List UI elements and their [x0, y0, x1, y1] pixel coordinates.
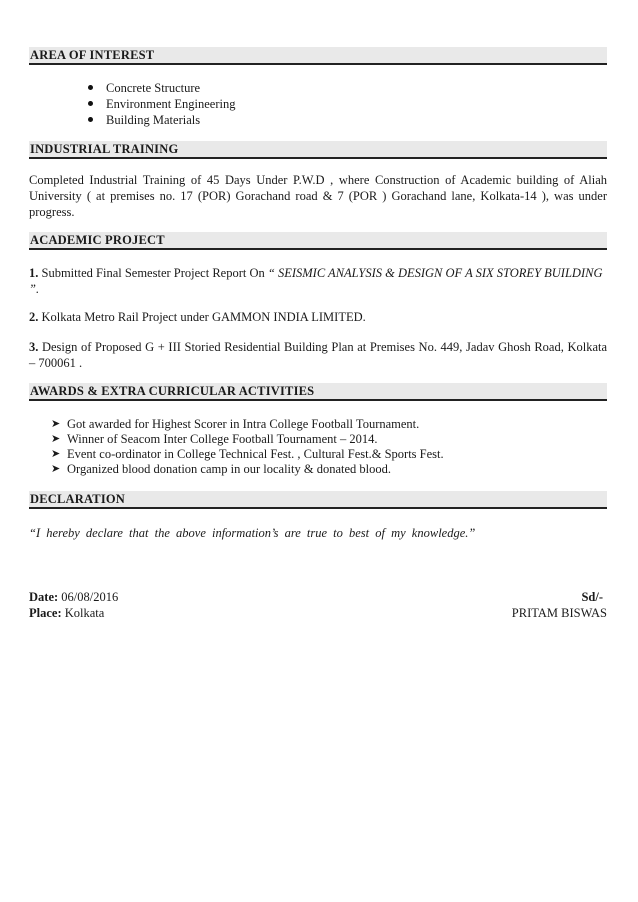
section-header-industrial-training: [29, 141, 607, 159]
date-line: [29, 589, 329, 605]
section-title: AREA OF INTEREST: [30, 48, 155, 62]
bullet-icon: [88, 85, 93, 90]
signature-label: Sd/-: [581, 590, 603, 604]
project-text: Kolkata Metro Rail Project under GAMMON INDIA LIMITED.: [41, 310, 366, 324]
project-number: 3.: [29, 340, 39, 354]
declaration-text: “I hereby declare that the above information’s are true to best of my knowledge.”: [29, 526, 476, 540]
bullet-icon: [88, 117, 93, 122]
date-value: 06/08/2016: [61, 590, 119, 604]
arrow-bullet-icon: ➤: [51, 448, 61, 460]
project-item-2: [29, 309, 607, 325]
place-line: [29, 605, 329, 621]
section-title: AWARDS & EXTRA CURRICULAR ACTIVITIES: [30, 384, 315, 398]
list-item: ➤ Event co-ordinator in College Technical Fest. , Cultural Fest.& Sports Fest.: [51, 447, 444, 461]
arrow-bullet-icon: ➤: [51, 433, 61, 445]
project-text: Submitted Final Semester Project Report On: [41, 266, 268, 280]
list-item: ➤ Winner of Seacom Inter College Football Tournament – 2014.: [51, 432, 378, 446]
project-number: 1.: [29, 266, 39, 280]
date-label: Date:: [29, 590, 59, 604]
bullet-icon: [88, 101, 93, 106]
list-item: ➤ Got awarded for Highest Scorer in Intra College Football Tournament.: [51, 417, 420, 431]
section-header-academic-project: [29, 232, 607, 250]
project-item-1: [29, 265, 607, 297]
project-title: “ SEISMIC ANALYSIS & DESIGN OF A SIX STOREY BUILDING ”.: [29, 266, 603, 296]
list-item: Concrete Structure: [88, 80, 235, 96]
project-item-3: [29, 339, 607, 371]
section-title: ACADEMIC PROJECT: [30, 233, 165, 247]
list-item: Building Materials: [88, 112, 235, 128]
list-item: ➤ Organized blood donation camp in our locality & donated blood.: [51, 462, 392, 476]
section-header-declaration: [29, 491, 607, 509]
arrow-bullet-icon: ➤: [51, 418, 61, 430]
section-title: DECLARATION: [30, 492, 126, 506]
project-text: Design of Proposed G + III Storied Residential Building Plan at Premises No. 449, Jadav Ghosh Road, Kolkata – 700061 .: [29, 340, 608, 370]
training-paragraph: Completed Industrial Training of 45 Days Under P.W.D , where Construction of Academic building of Aliah University ( at premises no. 17 (POR) Gorachand road & 7 (POR ) Gorachand lane, Kolkata-14 ), was under progress.: [29, 173, 607, 219]
arrow-bullet-icon: ➤: [51, 463, 61, 475]
place-value: Kolkata: [64, 606, 105, 620]
section-header-area-of-interest: [29, 47, 607, 65]
project-number: 2.: [29, 310, 39, 324]
signatory-name: PRITAM BISWAS: [511, 606, 607, 620]
awards-list: [51, 417, 444, 477]
list-item: Environment Engineering: [88, 96, 235, 112]
interest-list: [88, 80, 235, 128]
section-header-awards: [29, 383, 607, 401]
section-title: INDUSTRIAL TRAINING: [30, 142, 179, 156]
place-label: Place:: [29, 606, 62, 620]
